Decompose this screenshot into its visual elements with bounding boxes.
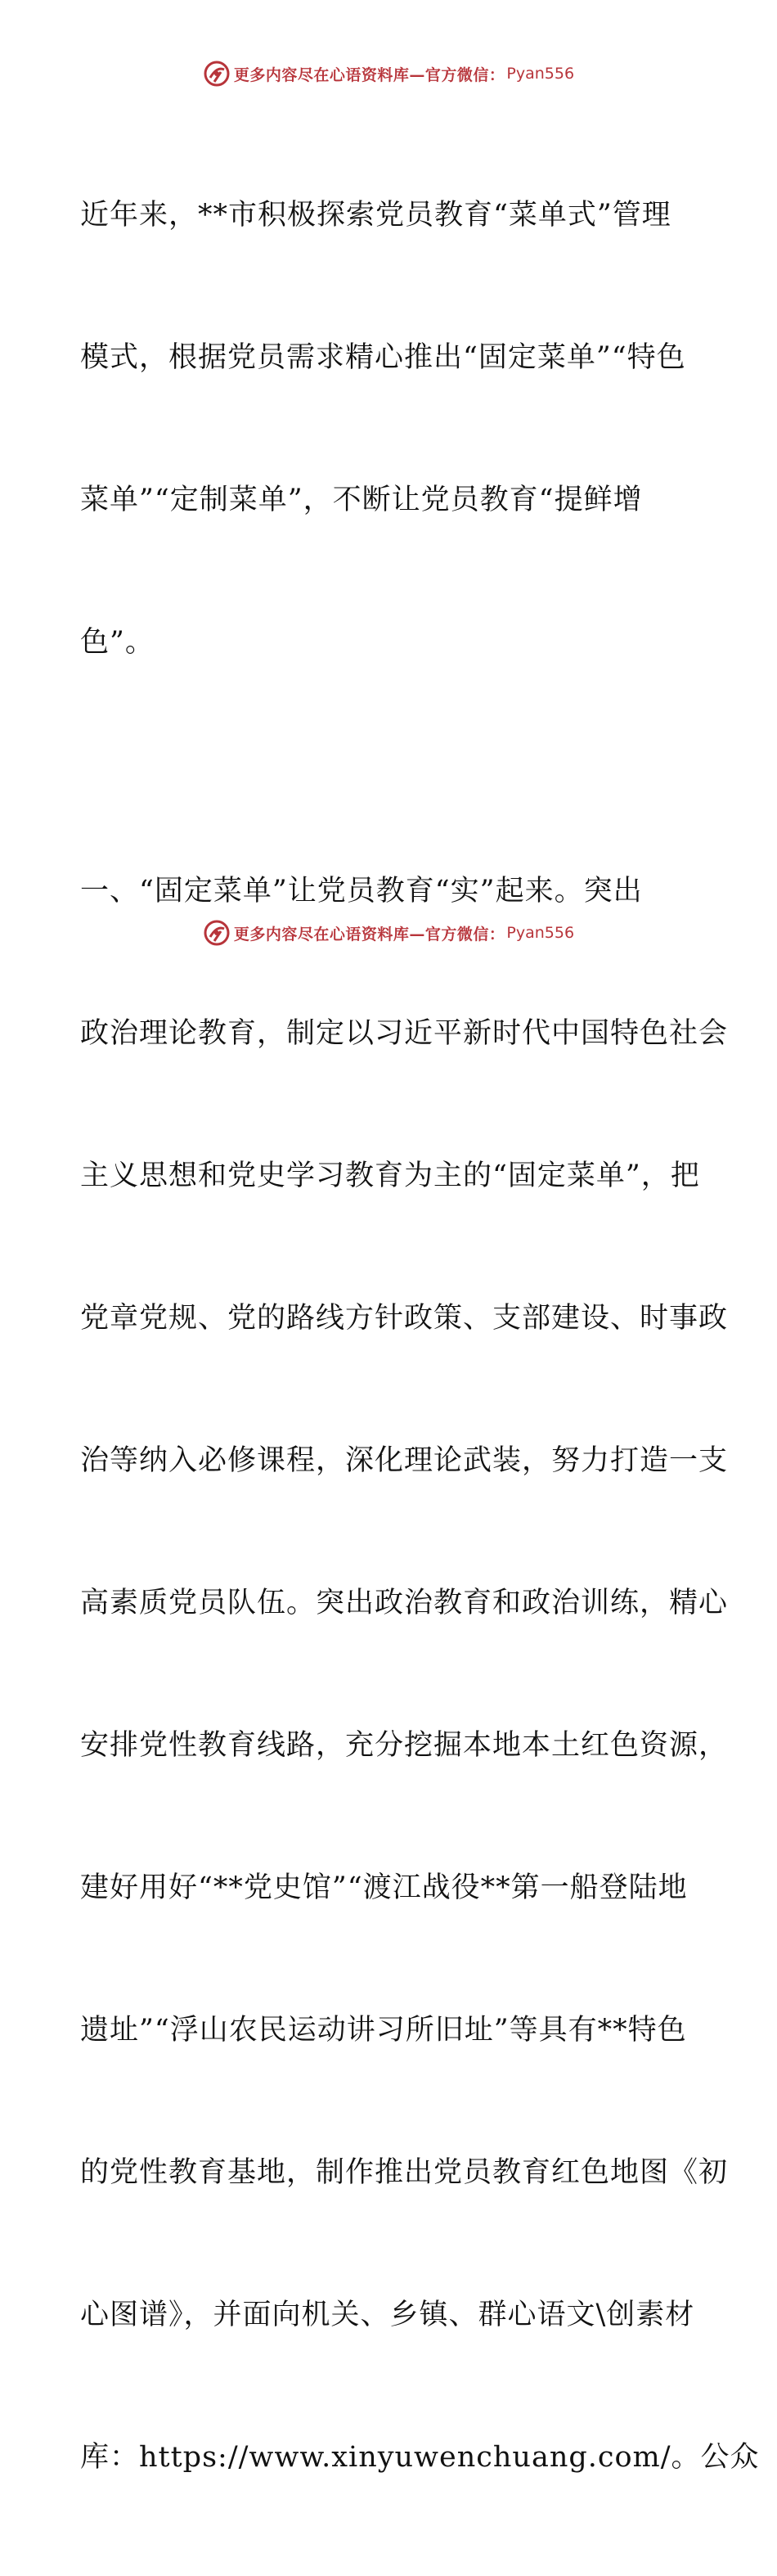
- text-line: 建好用好“**党史馆”“渡江战役**第一船登陆地: [80, 1871, 688, 1904]
- text-line: 菜单”“定制菜单”，不断让党员教育“提鲜增: [80, 484, 643, 516]
- text-line: 政治理论教育，制定以习近平新时代中国特色社会: [80, 1017, 729, 1050]
- banner-contact: Pyan556: [506, 924, 575, 942]
- text-line: 模式，根据党员需求精心推出“固定菜单”“特色: [80, 341, 686, 374]
- text-line: 党章党规、党的路线方针政策、支部建设、时事政: [80, 1302, 729, 1335]
- text-line: 色”。: [80, 626, 155, 659]
- logo-icon: [203, 919, 231, 947]
- text-line: 治等纳入必修课程，深化理论武装，努力打造一支: [80, 1444, 729, 1477]
- text-line: 心图谱》，并面向机关、乡镇、群心语文\创素材: [80, 2299, 695, 2331]
- text-line: 库：https://www.xinyuwenchuang.com/。公众: [80, 2441, 760, 2474]
- text-line: 高素质党员队伍。突出政治教育和政治训练，精心: [80, 1587, 729, 1619]
- text-line: 近年来，**市积极探索党员教育“菜单式”管理: [80, 199, 671, 232]
- banner-text: 更多内容尽在心语资料库—官方微信：: [233, 925, 505, 943]
- logo-icon: [203, 60, 231, 88]
- paragraph-intro: [80, 97, 702, 761]
- footer-banner: [0, 916, 777, 949]
- text-line: 安排党性教育线路，充分挖掘本地本土红色资源，: [80, 1729, 729, 1762]
- text-line: 主义思想和党史学习教育为主的“固定菜单”，把: [80, 1160, 700, 1192]
- text-line: 一、“固定菜单”让党员教育“实”起来。突出: [80, 875, 643, 907]
- text-line: 遗址”“浮山农民运动讲习所旧址”等具有**特色: [80, 2014, 687, 2047]
- banner-contact: Pyan556: [506, 65, 575, 83]
- header-banner: [0, 57, 777, 90]
- text-line: 的党性教育基地，制作推出党员教育红色地图《初: [80, 2156, 729, 2189]
- paragraph-section-one: [80, 772, 760, 2576]
- banner-text: 更多内容尽在心语资料库—官方微信：: [233, 65, 505, 84]
- document-body: [80, 97, 760, 2576]
